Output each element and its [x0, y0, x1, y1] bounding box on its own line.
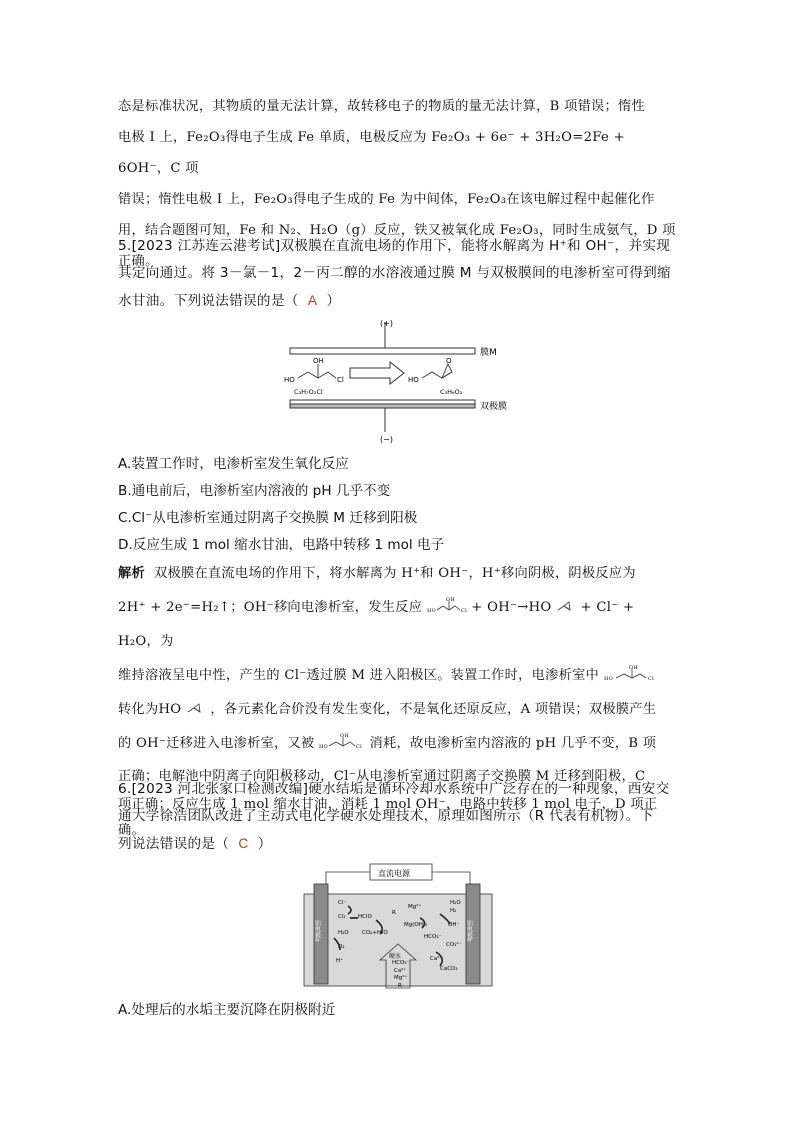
svg-text:R: R — [398, 983, 402, 989]
text-line: 5.[2023 江苏连云港考试]双极膜在直流电场的作用下，能将水解离为 H⁺和 OH⁻，并实现 — [118, 238, 671, 254]
svg-text:HO: HO — [319, 744, 329, 750]
epoxide-icon — [186, 699, 206, 717]
text-line: 正确；电解池中阴离子向阳极移动，Cl⁻从电渗析室通过阴离子交换膜 M 迁移到阳极，C — [118, 769, 646, 784]
power-label: 直流电源 — [378, 869, 410, 878]
svg-text:HO: HO — [426, 608, 436, 614]
svg-text:Mg(OH)₂: Mg(OH)₂ — [404, 922, 428, 928]
svg-text:H₂O: H₂O — [450, 900, 461, 906]
text-line: 正确。 — [118, 254, 159, 269]
svg-text:HO: HO — [603, 676, 613, 682]
option-b: B.通电前后，电渗析室内溶液的 pH 几乎不变 — [118, 483, 391, 499]
svg-text:Mg²⁺: Mg²⁺ — [394, 975, 408, 981]
svg-text:OH⁻: OH⁻ — [448, 922, 460, 928]
text-line: 态是标准状况，其物质的量无法计算，故转移电子的物质的量无法计算，B 项错误；惰性 — [118, 99, 646, 114]
answer-letter: C — [238, 836, 249, 851]
chloropropanediol-structure — [298, 364, 336, 378]
svg-text:HO: HO — [284, 376, 295, 384]
svg-text:铂电极a: 铂电极a — [313, 920, 321, 942]
question-5-stem — [118, 233, 678, 315]
reactant-structure-icon — [604, 665, 658, 683]
svg-text:Mg²⁺: Mg²⁺ — [408, 904, 422, 910]
option-a: A.装置工作时，电渗析室发生氧化反应 — [118, 456, 349, 472]
svg-text:OH: OH — [340, 733, 350, 739]
glycidol-structure — [422, 364, 452, 378]
text-line: 通大学徐浩团队改进了主动式电化学硬水处理技术，原理如图所示（R 代表有机物）。下 — [118, 808, 654, 824]
text-line: 水甘油。下列说法错误的是（ A ） — [118, 293, 341, 309]
svg-text:OH: OH — [628, 665, 638, 671]
svg-text:CO₂+H₂O: CO₂+H₂O — [362, 930, 388, 936]
text-line: 错误；惰性电极 I 上，Fe₂O₃得电子生成的 Fe 为中间体，Fe₂O₃在该电解过程中起催化作 — [118, 192, 655, 207]
text-line: 维持溶液呈电中性，产生的 Cl⁻透过膜 M 进入阳极区。装置工作时，电渗析室中 HO Cl OH — [118, 659, 678, 693]
svg-text:Cl: Cl — [337, 376, 344, 384]
svg-text:Cl: Cl — [647, 676, 654, 682]
membrane-m-label: 膜M — [480, 348, 497, 358]
text-line: 转化为HO ，各元素化合价没有发生变化，不是氧化还原反应，A 项错误；双极膜产生 — [118, 693, 678, 727]
minus-label: (−) — [380, 435, 393, 444]
text-line: 列说法错误的是（ C ） — [118, 836, 272, 852]
svg-text:OH: OH — [313, 357, 324, 365]
svg-text:HCO₃⁻: HCO₃⁻ — [392, 960, 410, 966]
svg-text:Ca²⁺: Ca²⁺ — [394, 968, 407, 974]
svg-text:Cl: Cl — [460, 608, 467, 614]
option-a: A.处理后的水垢主要沉降在阴极附近 — [118, 1002, 336, 1018]
epoxide-icon — [556, 597, 576, 615]
text-line: 6.[2023 河北张家口检测改编]硬水结垢是循环冷却水系统中广泛存在的一种现象，西安交 — [118, 781, 670, 797]
svg-text:CO₃²⁻: CO₃²⁻ — [446, 942, 462, 948]
svg-text:Cl: Cl — [356, 744, 363, 750]
text-line: 项正确；反应生成 1 mol 缩水甘油，消耗 1 mol OH⁻，电路中转移 1 mol 电子，D 项正确。 — [118, 797, 658, 838]
bipolar-label: 双极膜 — [480, 402, 508, 412]
text-line: 2H⁺ + 2e⁻=H₂↑；OH⁻移向电渗析室，发生反应 HO Cl OH + OH⁻→HO + Cl⁻ + H₂O，为 — [118, 597, 635, 649]
option-d: D.反应生成 1 mol 缩水甘油，电路中转移 1 mol 电子 — [118, 537, 445, 553]
text-line: 用，结合题图可知，Fe 和 N₂、H₂O（g）反应，铁又被氧化成 Fe₂O₃，同时生成氨气，D 项 — [118, 223, 676, 238]
option-c: C.Cl⁻从电渗析室通过阴离子交换膜 M 迁移到阳极 — [118, 510, 418, 526]
svg-text:Ca²⁺: Ca²⁺ — [430, 956, 443, 962]
svg-text:H₂O: H₂O — [338, 930, 349, 936]
svg-text:HClO: HClO — [358, 914, 372, 920]
text-line: 其定向通过。将 3－氯－1，2－丙二醇的水溶液通过膜 M 与双极膜间的电渗析室可得到缩 — [118, 265, 671, 281]
plus-label: (+) — [380, 319, 393, 328]
reactant-structure-icon — [319, 733, 365, 751]
svg-text:O: O — [446, 357, 452, 365]
answer-letter: A — [307, 293, 318, 308]
svg-text:OH: OH — [445, 597, 455, 603]
svg-text:H₂: H₂ — [450, 908, 457, 914]
svg-text:O₂: O₂ — [338, 944, 345, 950]
text-line: 电极 I 上，Fe₂O₃得电子生成 Fe 单质，电极反应为 Fe₂O₃ + 6e⁻ + 3H₂O=2Fe + 6OH⁻，C 项 — [118, 130, 625, 176]
text-line: 的 OH⁻迁移进入电渗析室，又被 HO Cl OH 消耗，故电渗析室内溶液的 pH 几乎不变，B 项 — [118, 733, 657, 751]
svg-text:HCO₃⁻: HCO₃⁻ — [424, 934, 442, 940]
reactant-structure-icon — [427, 597, 467, 615]
analysis-label: 解析 — [118, 566, 145, 581]
question-6-stem — [118, 776, 678, 858]
q6-electrolysis-figure — [300, 862, 496, 990]
svg-text:R: R — [392, 910, 396, 916]
svg-text:H⁺: H⁺ — [336, 958, 344, 964]
q5-membrane-figure — [280, 316, 520, 446]
inlet-label: 硬水 — [389, 953, 402, 960]
svg-text:Cl⁻: Cl⁻ — [338, 900, 347, 906]
text-line: 解析 双极膜在直流电场的作用下，将水解离为 H⁺和 OH⁻，H⁺移向阴极，阴极反应为 — [118, 566, 636, 581]
svg-text:CaCO₃: CaCO₃ — [440, 966, 458, 972]
svg-text:HO: HO — [408, 376, 419, 384]
svg-text:铂电极b: 铂电极b — [465, 920, 473, 942]
right-formula: C₃H₆O₂ — [440, 388, 463, 396]
left-formula: C₃H₇O₂Cl — [294, 388, 323, 396]
svg-text:Cl₂: Cl₂ — [338, 914, 346, 920]
conversion-arrow — [350, 362, 404, 384]
